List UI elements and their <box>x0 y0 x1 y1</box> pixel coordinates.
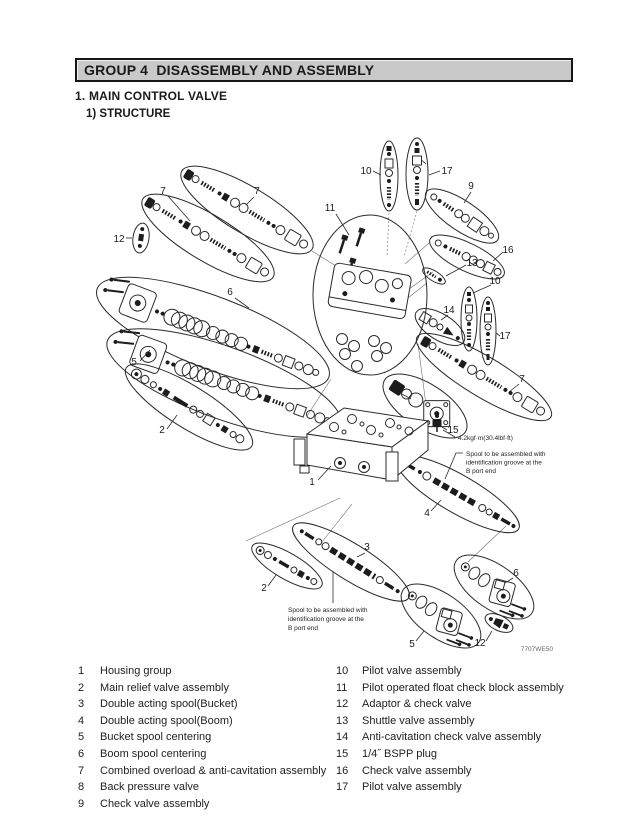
callout-label: 17 <box>499 331 511 342</box>
callout-label: 6 <box>513 568 519 579</box>
balloon-7a <box>170 151 324 269</box>
callout-label: 1 <box>309 477 315 488</box>
parts-list-item <box>78 779 326 796</box>
part-label: 1/4˝ BSPP plug <box>362 747 438 760</box>
part-label: Double acting spool(Boom) <box>100 714 233 727</box>
part-label: Housing group <box>100 665 172 677</box>
parts-list-item <box>336 663 564 680</box>
subsection-title: 1) STRUCTURE <box>86 108 171 120</box>
parts-list-item <box>336 763 564 780</box>
balloon-9 <box>418 180 506 253</box>
part-number: 12 <box>336 698 349 711</box>
part-number: 5 <box>78 731 85 744</box>
callout-labels <box>113 166 525 650</box>
balloon-10b <box>461 287 477 351</box>
parts-list-item <box>336 696 564 713</box>
callout-label: 3 <box>364 542 370 553</box>
balloon-10a <box>380 141 398 211</box>
balloon-6a <box>84 255 341 411</box>
torque-note: 4.2kgf·m(30.4lbf·ft) <box>458 435 513 442</box>
part-label: Check valve assembly <box>362 764 472 777</box>
parts-list-column-right <box>336 663 564 796</box>
part-number: 17 <box>336 781 349 794</box>
part-label: Check valve assembly <box>100 797 210 810</box>
callout-label: 7 <box>254 186 260 197</box>
parts-list-item <box>78 729 326 746</box>
parts-list-item <box>78 763 326 780</box>
balloon-11 <box>313 215 427 375</box>
part-number: 16 <box>336 764 349 777</box>
balloon-17b <box>480 297 496 365</box>
part-number: 14 <box>336 731 349 744</box>
part-13 <box>420 265 447 287</box>
balloon-2b <box>246 535 328 598</box>
balloon-12a <box>131 222 151 254</box>
callout-label: 2 <box>159 425 165 436</box>
part-number: 10 <box>336 665 349 677</box>
part-number: 11 <box>336 681 348 694</box>
parts-list-item <box>78 696 326 713</box>
callout-label: 7 <box>519 374 525 385</box>
callout-label: 11 <box>324 203 336 214</box>
callout-label: 6 <box>227 287 233 298</box>
figure-code: 7707WE50 <box>520 646 553 653</box>
part-balloons <box>84 138 561 660</box>
part-label: Pilot valve assembly <box>362 665 462 677</box>
callout-label: 10 <box>489 276 501 287</box>
part-label: Bucket spool centering <box>100 731 212 744</box>
section-title: 1. MAIN CONTROL VALVE <box>75 89 228 103</box>
callout-label: 16 <box>502 245 514 256</box>
callout-label: 12 <box>113 234 125 245</box>
callout-label: 10 <box>360 166 372 177</box>
part-number: 9 <box>78 797 85 810</box>
part-number: 1 <box>78 665 85 677</box>
callout-label: 5 <box>409 639 415 650</box>
part-label: Pilot operated float check block assembly <box>362 681 564 694</box>
parts-list-item <box>78 663 326 680</box>
part-number: 13 <box>336 714 349 727</box>
part-label: Combined overload & anti-cavitation assembly <box>100 764 327 777</box>
parts-list-item <box>78 796 326 813</box>
balloon-17a <box>406 138 428 210</box>
callout-label: 12 <box>474 638 486 649</box>
callout-label: 17 <box>441 166 453 177</box>
part-number: 15 <box>336 747 349 760</box>
part-label: Pilot valve assembly <box>362 781 462 794</box>
callout-label: 5 <box>131 357 137 368</box>
parts-list-item <box>78 713 326 730</box>
part-label: Adaptor & check valve <box>362 698 472 711</box>
part-number: 3 <box>78 698 85 711</box>
part-number: 2 <box>78 681 85 694</box>
parts-list-column-left <box>78 663 326 812</box>
part-number: 7 <box>78 764 85 777</box>
parts-list-item <box>78 746 326 763</box>
part-label: Boom spool centering <box>100 747 207 760</box>
callout-label: 8 <box>395 383 401 394</box>
parts-list-item <box>336 729 564 746</box>
part-number: 6 <box>78 747 85 760</box>
parts-list-item <box>336 746 564 763</box>
callout-label: 9 <box>468 181 474 192</box>
spool-note-right: Spool to be assembled with identification groove at the B port end <box>466 451 546 475</box>
callout-label: 13 <box>466 258 478 269</box>
parts-list-item <box>336 713 564 730</box>
part-number: 4 <box>78 714 85 727</box>
spool-note-bottom: Spool to be assembled with identification groove at the B port end <box>288 607 368 632</box>
part-label: Main relief valve assembly <box>100 681 229 694</box>
balloon-12b <box>482 610 516 637</box>
part-label: Shuttle valve assembly <box>362 714 475 727</box>
parts-list-item <box>78 680 326 697</box>
callout-label: 7 <box>160 186 166 197</box>
part-number: 8 <box>78 781 85 794</box>
parts-list-item <box>336 779 564 796</box>
main-housing <box>294 408 428 481</box>
group-title: GROUP 4 DISASSEMBLY AND ASSEMBLY <box>84 62 375 78</box>
part-label: Double acting spool(Bucket) <box>100 698 238 711</box>
callout-label: 2 <box>261 583 267 594</box>
callout-label: 14 <box>443 305 455 316</box>
part-label: Anti-cavitation check valve assembly <box>362 731 542 744</box>
callout-label: 15 <box>447 425 459 436</box>
callout-label: 4 <box>424 508 430 519</box>
part-label: Back pressure valve <box>100 781 200 794</box>
parts-list-item <box>336 680 564 697</box>
